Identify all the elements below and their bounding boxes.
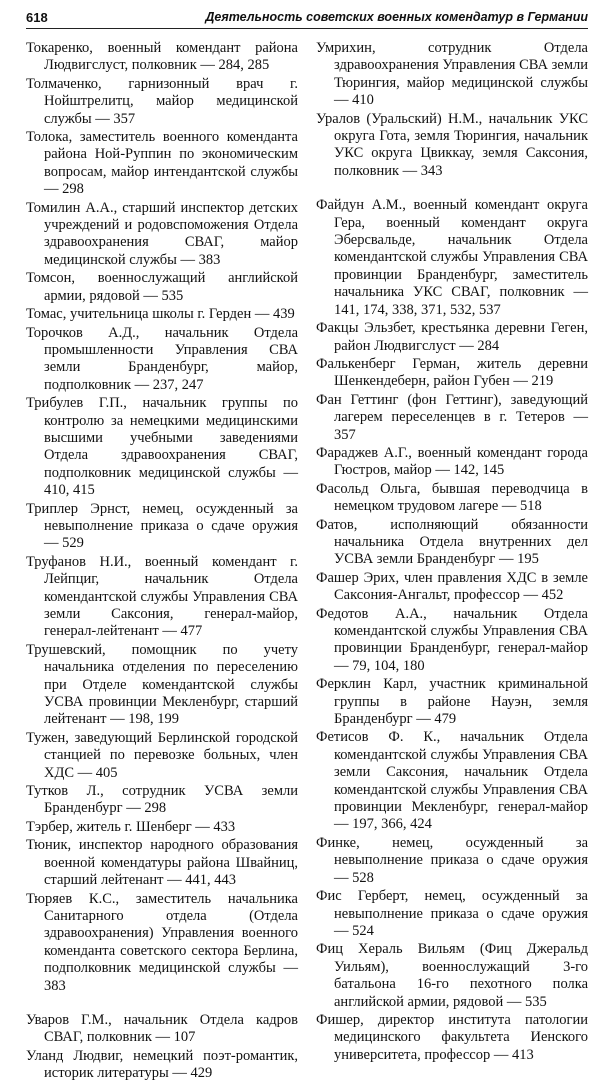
index-entry: Уваров Г.М., начальник Отдела кадров СВАГ, полковник — 107 xyxy=(26,1011,298,1046)
index-column-right xyxy=(316,40,588,1065)
index-entry: Тужен, заведующий Берлинской городской станцией по перевозке больных, член ХДС — 405 xyxy=(26,729,298,781)
index-entry: Толока, заместитель военного коменданта района Ной-Руппин по экономическим вопросам, майор интендантской службы — 298 xyxy=(26,129,298,198)
header-rule xyxy=(26,28,588,29)
index-entry: Уралов (Уральский) Н.М., начальник УКС округа Гота, земля Тюрингия, начальник УКС округа Цвиккау, земля Саксония, полковник — 343 xyxy=(316,110,588,179)
index-column-left xyxy=(26,40,298,1084)
page-number: 618 xyxy=(26,10,48,25)
index-entry: Фишер, директор института патологии медицинского факультета Иенского университета, профессор — 413 xyxy=(316,1011,588,1063)
index-entry: Томас, учительница школы г. Герден — 439 xyxy=(26,306,295,323)
index-entry: Тюряев К.С., заместитель начальника Санитарного отдела (Отдела здравоохранения) Управления военного коменданта советского сектора Берлина, подполковник медицинской службы — 383 xyxy=(26,890,298,994)
index-entry: Торочков А.Д., начальник Отдела промышленности Управления СВА земли Бранденбург, майор, подполковник — 237, 247 xyxy=(26,324,298,393)
index-entry: Тэрбер, житель г. Шенберг — 433 xyxy=(26,818,236,835)
index-entry: Токаренко, военный комендант района Людвигслуст, полковник — 284, 285 xyxy=(26,40,298,74)
index-entry: Фатов, исполняющий обязанности начальника Отдела внутренних дел УСВА земли Бранденбург — 195 xyxy=(316,516,588,568)
index-entry: Уланд Людвиг, немецкий поэт-романтик, историк литературы — 429 xyxy=(26,1047,298,1082)
index-entry: Томилин А.А., старший инспектор детских учреждений и родовспоможения Отдела здравоохранения СВАГ, майор медицинской службы — 383 xyxy=(26,199,298,268)
index-entry: Файдун А.М., военный комендант округа Гера, военный комендант округа Эберсвальде, начальник Отдела комендантской службы Управления СВА провинции Бранденбург, заместитель начальника УКС СВАГ, полковник — 141, 174, 338, 371, 532, 537 xyxy=(316,197,588,318)
index-entry: Фан Геттинг (фон Геттинг), заведующий лагерем переселенцев в г. Тетеров — 357 xyxy=(316,391,588,443)
index-entry: Фис Герберт, немец, осужденный за невыполнение приказа о сдаче оружия — 524 xyxy=(316,888,588,939)
page-header xyxy=(26,6,588,30)
index-entry: Фалькенберг Герман, житель деревни Шенкендеберн, район Губен — 219 xyxy=(316,355,588,390)
index-entry: Тюник, инспектор народного образования военной комендатуры района Швайниц, старший лейтенант — 441, 443 xyxy=(26,837,298,889)
index-entry: Финке, немец, осужденный за невыполнение приказа о сдаче оружия — 528 xyxy=(316,834,588,886)
index-entry: Фетисов Ф. К., начальник Отдела комендантской службы Управления СВА земли Саксония, начальник Отдела комендантской службы Управления СВА провинции Мекленбург, генерал-майор — 197, 366, 424 xyxy=(316,729,588,833)
index-entry: Томсон, военнослужащий английской армии, рядовой — 535 xyxy=(26,270,298,304)
index-entry: Федотов А.А., начальник Отдела комендантской службы Управления СВА провинции Бранденбург, генерал-майор — 79, 104, 180 xyxy=(316,605,588,674)
index-entry: Труфанов Н.И., военный комендант г. Лейпциг, начальник Отдела комендантской службы Управления СВА земли Саксония, генерал-майор, генерал-лейтенант — 477 xyxy=(26,553,298,640)
index-entry: Трушевский, помощник по учету начальника отделения по переселению при Отделе комендантской службы УСВА провинции Мекленбург, старший лейтенант — 198, 199 xyxy=(26,641,298,728)
index-entry: Триплер Эрнст, немец, осужденный за невыполнение приказа о сдаче оружия — 529 xyxy=(26,500,298,552)
index-entry: Тутков Л., сотрудник УСВА земли Бранденбург — 298 xyxy=(26,783,298,817)
index-entry: Фараджев А.Г., военный комендант города Гюстров, майор — 142, 145 xyxy=(316,444,588,479)
index-entry: Фасольд Ольга, бывшая переводчица в немецком трудовом лагере — 518 xyxy=(316,480,588,515)
index-entry: Толмаченко, гарнизонный врач г. Нойштрелитц, майор медицинской службы — 357 xyxy=(26,75,298,127)
index-entry: Фиц Хераль Вильям (Фиц Джеральд Уильям), военнослужащий 3-го батальона 16-го пехотного полка английской армии, рядовой — 535 xyxy=(316,941,588,1010)
index-entry: Умрихин, сотрудник Отдела здравоохранения Управления СВА земли Тюрингия, майор медицинской службы — 410 xyxy=(316,40,588,109)
index-entry: Факцы Эльзбет, крестьянка деревни Геген, район Людвигслуст — 284 xyxy=(316,320,588,354)
index-entry: Фашер Эрих, член правления ХДС в земле Саксония-Ангальт, профессор — 452 xyxy=(316,569,588,604)
running-title: Деятельность советских военных комендатур в Германии xyxy=(205,10,588,24)
index-entry: Ферклин Карл, участник криминальной группы в районе Науэн, земля Бранденбург — 479 xyxy=(316,676,588,728)
index-entry: Трибулев Г.П., начальник группы по контролю за немецкими медицинскими высшими учебными заведениями Отдела здравоохранения СВАГ, подполковник медицинской службы — 410, 415 xyxy=(26,395,298,499)
